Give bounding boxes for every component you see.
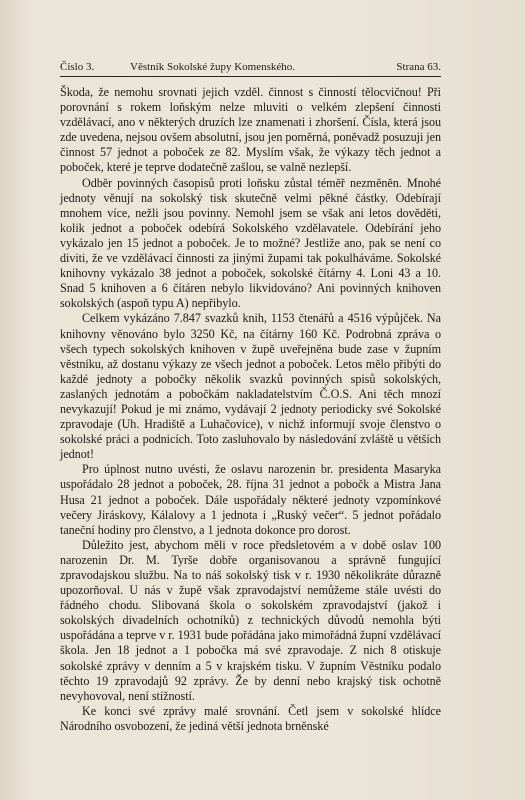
paragraph: Pro úplnost nutno uvésti, že oslavu narozenin br. presidenta Masaryka uspořádalo 28 jednot a poboček, 28. října 31 jednot a pobočk a Mistra Jana Husa 21 jednot a poboček. Dále uspořádaly některé jednoty vzpomínkové večery Jiráskovy, Kálalovy a 1 jednota i „Ruský večer“. 5 jednot pořádalo taneční hodiny pro členstvo, a 1 jednota dokonce pro dorost. <box>60 462 441 537</box>
running-header <box>60 60 441 77</box>
paragraph: Celkem vykázáno 7.847 svazků knih, 1153 čtenářů a 4516 výpůjček. Na knihovny věnováno bylo 3250 Kč, na čítárny 160 Kč. Podrobná zpráva o všech typech sokolských knihoven v župě uveřejněna bude zase v župním věstníku, až dostanu výkazy ze všech jednot a poboček. Letos mělo přibýti do každé jednoty a pobočky několik svazků povinných spisů sokolských, zaslaných jednotám a pobočkám nakladatelstvím Č.O.S. Ani těch mnozí nevykazují! Pokud je mi známo, vydávají 2 jednoty periodicky své Sokolské zpravodaje (Uh. Hradiště a Luhačovice), v nichž informují svoje členstvo o sokolské práci a podnicích. Toto zasluhovalo by následování zvláště u větších jednot! <box>60 311 441 462</box>
paragraph: Odběr povinných časopisů proti loňsku zůstal téměř nezměněn. Mnohé jednoty věnují na sokolský tisk skutečně velmi pěkné částky. Odebírají mnohem více, nežli jsou povinny. Nemohl jsem se však ani letos dověděti, kolik jednot a poboček odebírá Sokolského vzdělavatele. Odebírání jeho vykázalo jen 15 jednot a poboček. Je to možné? Jestliže ano, pak se není co diviti, že ve vzdělávací činnosti za jinými župami tak pokulháváme. Sokolské knihovny vykázalo 38 jednot a poboček, sokolské čítárny 4. Loni 43 a 10. Snad 5 knihoven a 6 čítáren nebylo likvidováno? Ani povinných knihoven sokolských (aspoň typu A) nepřibylo. <box>60 175 441 311</box>
article-body <box>60 85 441 734</box>
page-number: Strana 63. <box>396 61 441 73</box>
issue-number: Číslo 3. <box>60 61 95 73</box>
paragraph: Důležito jest, abychom měli v roce předsletovém a v době oslav 100 narozenin Dr. M. Tyrše dobře organisovanou a správně fungující zpravodajskou službu. Na to náš sokolský tisk v r. 1930 několikráte důrazně upozorňoval. U nás v župě však zpravodajství nemůžeme stále uvésti do řádného chodu. Slibovaná škola o sokolském zpravodajství (jakož i sokolských divadelních ochotníků) z technických důvodů nemohla býti uspořádána a teprve v r. 1931 bude pořádána jako mimořádná župní vzdělávací škola. Jen 18 jednot a 1 pobočka má své zpravodaje. Z nich 8 otiskuje sokolské zprávy v denním a 5 v krajském tisku. V župním Věstníku podalo těchto 19 zpravodajů 92 zprávy. Že by denní nebo krajský tisk ochotně nevyhovoval, není stížností. <box>60 537 441 703</box>
journal-title: Věstník Sokolské župy Komenského. <box>130 61 295 73</box>
paragraph: Ke konci své zprávy malé srovnání. Četl jsem v sokolské hlídce Národního osvobození, že jediná větší jednota brněnské <box>60 703 441 733</box>
paragraph: Škoda, že nemohu srovnati jejich vzděl. činnost s činností tělocvičnou! Při porovnání s rokem loňským nelze mluviti o velkém zlepšení činnosti vzdělávací, ano v některých druzích lze znamenati i zhoršení. Čísla, která jsou zde uvedena, nejsou ovšem absolutní, jsou jen poměrná, poněvadž posuzuji jen činnost 57 jednot a poboček ze 82. Myslím však, že výkazy těch jednot a poboček, které je teprve dodatečně zašlou, se valně nezlepší. <box>60 85 441 175</box>
